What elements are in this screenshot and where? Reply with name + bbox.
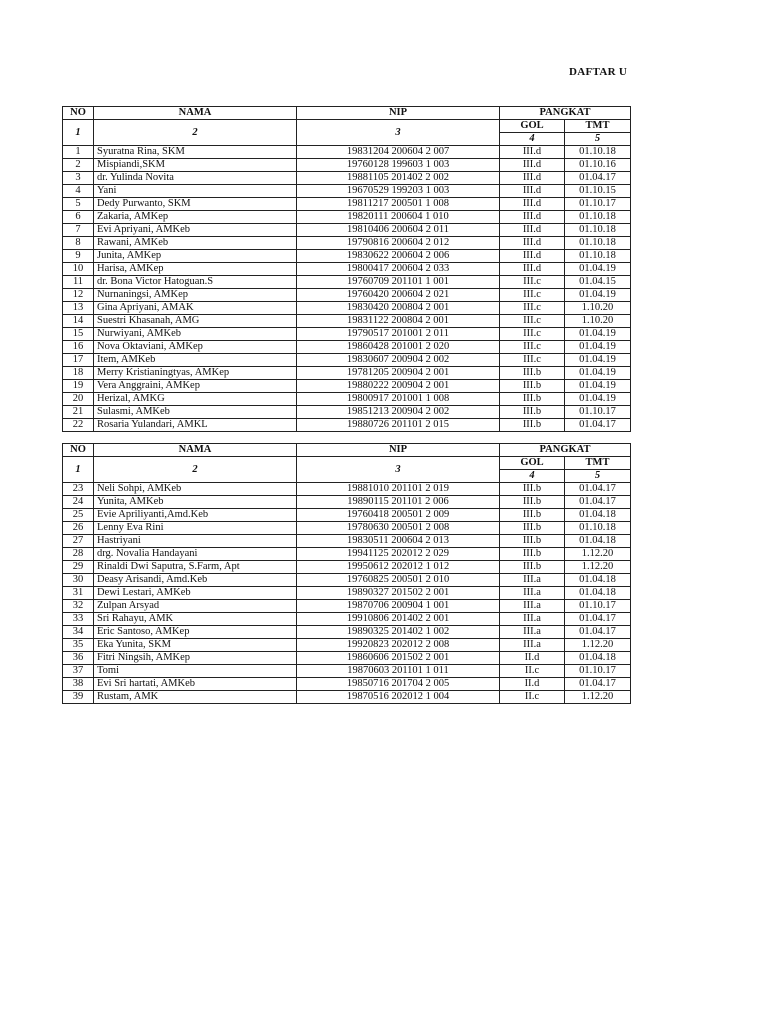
- cell-nama: Neli Sohpi, AMKeb: [94, 483, 297, 496]
- cell-nip: 19830622 200604 2 006: [297, 250, 500, 263]
- cell-nip: 19760709 201101 1 001: [297, 276, 500, 289]
- table-row: [63, 419, 631, 432]
- cell-nama: Suestri Khasanah, AMG: [94, 315, 297, 328]
- table-row: [63, 315, 631, 328]
- cell-tmt: 01.10.17: [565, 406, 631, 419]
- cell-gol: III.c: [500, 289, 565, 302]
- cell-no: 34: [63, 626, 94, 639]
- cell-tmt: 01.04.17: [565, 419, 631, 432]
- cell-no: 28: [63, 548, 94, 561]
- cell-tmt: 01.04.15: [565, 276, 631, 289]
- cell-nip: 19830420 200804 2 001: [297, 302, 500, 315]
- cell-no: 23: [63, 483, 94, 496]
- cell-gol: III.b: [500, 406, 565, 419]
- cell-nip: 19890327 201502 2 001: [297, 587, 500, 600]
- cell-nama: Rawani, AMKeb: [94, 237, 297, 250]
- cell-no: 37: [63, 665, 94, 678]
- cell-gol: III.b: [500, 509, 565, 522]
- cell-gol: III.b: [500, 496, 565, 509]
- cell-nip: 19880222 200904 2 001: [297, 380, 500, 393]
- cell-nip: 19830607 200904 2 002: [297, 354, 500, 367]
- table-row: [63, 574, 631, 587]
- cell-nama: Sulasmi, AMKeb: [94, 406, 297, 419]
- table-row: [63, 691, 631, 704]
- cell-gol: II.d: [500, 678, 565, 691]
- cell-nama: Evi Sri hartati, AMKeb: [94, 678, 297, 691]
- table-row: [63, 587, 631, 600]
- table-row: [63, 237, 631, 250]
- cell-nama: Herizal, AMKG: [94, 393, 297, 406]
- table-row: [63, 198, 631, 211]
- cell-nip: 19910806 201402 2 001: [297, 613, 500, 626]
- cell-nama: Rustam, AMK: [94, 691, 297, 704]
- cell-nip: 19890325 201402 1 002: [297, 626, 500, 639]
- table-row: [63, 483, 631, 496]
- cell-nama: Yani: [94, 185, 297, 198]
- cell-no: 38: [63, 678, 94, 691]
- document-title: DAFTAR U: [569, 66, 628, 78]
- cell-nip: 19870603 201101 1 011: [297, 665, 500, 678]
- cell-no: 17: [63, 354, 94, 367]
- table-row: [63, 613, 631, 626]
- cell-no: 14: [63, 315, 94, 328]
- header-gol: GOL: [500, 457, 565, 470]
- cell-tmt: 01.10.18: [565, 211, 631, 224]
- cell-no: 26: [63, 522, 94, 535]
- cell-gol: III.c: [500, 302, 565, 315]
- table-row: [63, 341, 631, 354]
- table-row: [63, 172, 631, 185]
- cell-nip: 19800417 200604 2 033: [297, 263, 500, 276]
- cell-nip: 19800917 201001 1 008: [297, 393, 500, 406]
- cell-gol: III.d: [500, 185, 565, 198]
- cell-nama: Fitri Ningsih, AMKep: [94, 652, 297, 665]
- cell-nama: Eric Santoso, AMKep: [94, 626, 297, 639]
- table-row: [63, 652, 631, 665]
- header-nip: NIP: [297, 444, 500, 457]
- cell-gol: III.d: [500, 224, 565, 237]
- cell-nama: Nurnaningsi, AMKep: [94, 289, 297, 302]
- header-tmt: TMT: [565, 457, 631, 470]
- cell-no: 39: [63, 691, 94, 704]
- cell-no: 32: [63, 600, 94, 613]
- cell-gol: III.a: [500, 587, 565, 600]
- header-pangkat: PANGKAT: [500, 444, 631, 457]
- cell-gol: III.c: [500, 276, 565, 289]
- cell-nip: 19811217 200501 1 008: [297, 198, 500, 211]
- cell-tmt: 01.10.15: [565, 185, 631, 198]
- cell-nama: Merry Kristianingtyas, AMKep: [94, 367, 297, 380]
- cell-no: 15: [63, 328, 94, 341]
- header-col-number-3: 3: [297, 120, 500, 146]
- header-col-number-1: 1: [63, 120, 94, 146]
- header-pangkat: PANGKAT: [500, 107, 631, 120]
- cell-nip: 19760825 200501 2 010: [297, 574, 500, 587]
- table-row: [63, 328, 631, 341]
- cell-gol: III.a: [500, 626, 565, 639]
- cell-gol: III.d: [500, 146, 565, 159]
- cell-no: 8: [63, 237, 94, 250]
- cell-tmt: 01.04.17: [565, 613, 631, 626]
- cell-nip: 19830511 200604 2 013: [297, 535, 500, 548]
- cell-tmt: 01.04.17: [565, 172, 631, 185]
- cell-gol: III.a: [500, 613, 565, 626]
- cell-tmt: 01.04.19: [565, 367, 631, 380]
- table-row: [63, 159, 631, 172]
- cell-nama: Rosaria Yulandari, AMKL: [94, 419, 297, 432]
- cell-nip: 19860606 201502 2 001: [297, 652, 500, 665]
- cell-no: 2: [63, 159, 94, 172]
- cell-nip: 19790816 200604 2 012: [297, 237, 500, 250]
- cell-gol: III.b: [500, 419, 565, 432]
- cell-gol: III.d: [500, 263, 565, 276]
- table-row: [63, 289, 631, 302]
- cell-no: 25: [63, 509, 94, 522]
- cell-gol: III.b: [500, 367, 565, 380]
- cell-tmt: 1.10.20: [565, 302, 631, 315]
- cell-nama: Dewi Lestari, AMKeb: [94, 587, 297, 600]
- cell-nip: 19950612 202012 1 012: [297, 561, 500, 574]
- cell-no: 19: [63, 380, 94, 393]
- cell-tmt: 01.04.19: [565, 341, 631, 354]
- cell-gol: III.c: [500, 341, 565, 354]
- cell-tmt: 01.10.18: [565, 237, 631, 250]
- cell-no: 12: [63, 289, 94, 302]
- cell-tmt: 01.04.19: [565, 380, 631, 393]
- cell-tmt: 01.10.17: [565, 198, 631, 211]
- header-no: NO: [63, 107, 94, 120]
- cell-nama: Sri Rahayu, AMK: [94, 613, 297, 626]
- cell-gol: III.b: [500, 393, 565, 406]
- cell-gol: II.d: [500, 652, 565, 665]
- cell-nama: Nurwiyani, AMKeb: [94, 328, 297, 341]
- cell-gol: III.d: [500, 237, 565, 250]
- table-row: [63, 496, 631, 509]
- header-col-number-1: 1: [63, 457, 94, 483]
- cell-gol: III.b: [500, 535, 565, 548]
- cell-nama: Rinaldi Dwi Saputra, S.Farm, Apt: [94, 561, 297, 574]
- cell-tmt: 01.04.17: [565, 496, 631, 509]
- table-row: [63, 276, 631, 289]
- cell-nama: Eka Yunita, SKM: [94, 639, 297, 652]
- cell-nip: 19781205 200904 2 001: [297, 367, 500, 380]
- cell-no: 10: [63, 263, 94, 276]
- table-row: [63, 626, 631, 639]
- cell-tmt: 01.04.18: [565, 535, 631, 548]
- cell-tmt: 01.04.17: [565, 626, 631, 639]
- cell-no: 24: [63, 496, 94, 509]
- table-row: [63, 406, 631, 419]
- cell-gol: III.c: [500, 328, 565, 341]
- cell-nip: 19870706 200904 1 001: [297, 600, 500, 613]
- cell-nama: dr. Yulinda Novita: [94, 172, 297, 185]
- cell-nip: 19831204 200604 2 007: [297, 146, 500, 159]
- cell-gol: III.d: [500, 159, 565, 172]
- table-row: [63, 354, 631, 367]
- cell-no: 3: [63, 172, 94, 185]
- cell-tmt: 01.04.19: [565, 289, 631, 302]
- cell-nama: Deasy Arisandi, Amd.Keb: [94, 574, 297, 587]
- cell-nip: 19870516 202012 1 004: [297, 691, 500, 704]
- cell-tmt: 1.10.20: [565, 315, 631, 328]
- employee-table-1: [62, 106, 631, 432]
- cell-tmt: 01.04.18: [565, 509, 631, 522]
- cell-tmt: 01.04.17: [565, 483, 631, 496]
- cell-nip: 19760420 200604 2 021: [297, 289, 500, 302]
- cell-nip: 19780630 200501 2 008: [297, 522, 500, 535]
- table-row: [63, 600, 631, 613]
- cell-no: 33: [63, 613, 94, 626]
- cell-no: 9: [63, 250, 94, 263]
- table-row: [63, 639, 631, 652]
- cell-nama: Syuratna Rina, SKM: [94, 146, 297, 159]
- cell-tmt: 1.12.20: [565, 561, 631, 574]
- cell-tmt: 1.12.20: [565, 548, 631, 561]
- table-row: [63, 665, 631, 678]
- cell-no: 6: [63, 211, 94, 224]
- cell-tmt: 01.10.18: [565, 224, 631, 237]
- cell-gol: III.c: [500, 315, 565, 328]
- cell-nama: Zakaria, AMKep: [94, 211, 297, 224]
- cell-no: 35: [63, 639, 94, 652]
- cell-gol: III.c: [500, 354, 565, 367]
- table-row: [63, 211, 631, 224]
- table-row: [63, 522, 631, 535]
- cell-tmt: 01.04.18: [565, 587, 631, 600]
- cell-no: 21: [63, 406, 94, 419]
- table-row: [63, 393, 631, 406]
- header-col-number-2: 2: [94, 120, 297, 146]
- cell-nip: 19920823 202012 2 008: [297, 639, 500, 652]
- cell-tmt: 01.04.19: [565, 328, 631, 341]
- header-col-number-5: 5: [565, 133, 631, 146]
- cell-no: 1: [63, 146, 94, 159]
- cell-nama: Evi Apriyani, AMKeb: [94, 224, 297, 237]
- cell-nama: Mispiandi,SKM: [94, 159, 297, 172]
- table-row: [63, 678, 631, 691]
- cell-no: 20: [63, 393, 94, 406]
- cell-gol: III.b: [500, 483, 565, 496]
- cell-nama: Gina Apriyani, AMAK: [94, 302, 297, 315]
- cell-nip: 19850716 201704 2 005: [297, 678, 500, 691]
- header-nip: NIP: [297, 107, 500, 120]
- cell-nip: 19760418 200501 2 009: [297, 509, 500, 522]
- cell-no: 31: [63, 587, 94, 600]
- cell-gol: III.a: [500, 600, 565, 613]
- cell-nip: 19810406 200604 2 011: [297, 224, 500, 237]
- cell-no: 22: [63, 419, 94, 432]
- cell-nama: Harisa, AMKep: [94, 263, 297, 276]
- cell-nip: 19820111 200604 1 010: [297, 211, 500, 224]
- cell-tmt: 01.10.17: [565, 600, 631, 613]
- header-col-number-4: 4: [500, 133, 565, 146]
- cell-gol: III.d: [500, 172, 565, 185]
- cell-nip: 19831122 200804 2 001: [297, 315, 500, 328]
- cell-nama: Yunita, AMKeb: [94, 496, 297, 509]
- cell-nama: dr. Bona Victor Hatoguan.S: [94, 276, 297, 289]
- cell-nama: Evie Apriliyanti,Amd.Keb: [94, 509, 297, 522]
- cell-no: 29: [63, 561, 94, 574]
- cell-nama: drg. Novalia Handayani: [94, 548, 297, 561]
- cell-gol: III.b: [500, 548, 565, 561]
- cell-gol: III.d: [500, 211, 565, 224]
- cell-gol: III.a: [500, 639, 565, 652]
- cell-gol: III.d: [500, 198, 565, 211]
- cell-nama: Vera Anggraini, AMKep: [94, 380, 297, 393]
- cell-nama: Zulpan Arsyad: [94, 600, 297, 613]
- header-nama: NAMA: [94, 107, 297, 120]
- cell-nama: Nova Oktaviani, AMKep: [94, 341, 297, 354]
- table-row: [63, 224, 631, 237]
- cell-tmt: 01.10.18: [565, 146, 631, 159]
- cell-gol: III.b: [500, 522, 565, 535]
- cell-gol: III.b: [500, 380, 565, 393]
- cell-no: 16: [63, 341, 94, 354]
- table-row: [63, 146, 631, 159]
- table-row: [63, 509, 631, 522]
- cell-no: 5: [63, 198, 94, 211]
- cell-nip: 19880726 201101 2 015: [297, 419, 500, 432]
- header-nama: NAMA: [94, 444, 297, 457]
- cell-tmt: 1.12.20: [565, 691, 631, 704]
- cell-tmt: 1.12.20: [565, 639, 631, 652]
- cell-no: 4: [63, 185, 94, 198]
- cell-nip: 19670529 199203 1 003: [297, 185, 500, 198]
- cell-nama: Hastriyani: [94, 535, 297, 548]
- table-row: [63, 302, 631, 315]
- cell-nama: Dedy Purwanto, SKM: [94, 198, 297, 211]
- cell-no: 18: [63, 367, 94, 380]
- header-col-number-3: 3: [297, 457, 500, 483]
- cell-gol: III.d: [500, 250, 565, 263]
- cell-nip: 19860428 201001 2 020: [297, 341, 500, 354]
- cell-gol: III.b: [500, 561, 565, 574]
- cell-gol: III.a: [500, 574, 565, 587]
- cell-nip: 19851213 200904 2 002: [297, 406, 500, 419]
- table-row: [63, 250, 631, 263]
- cell-tmt: 01.04.18: [565, 574, 631, 587]
- cell-tmt: 01.04.19: [565, 263, 631, 276]
- header-no: NO: [63, 444, 94, 457]
- cell-tmt: 01.10.18: [565, 522, 631, 535]
- cell-nip: 19790517 201001 2 011: [297, 328, 500, 341]
- cell-no: 27: [63, 535, 94, 548]
- cell-nip: 19941125 202012 2 029: [297, 548, 500, 561]
- header-gol: GOL: [500, 120, 565, 133]
- cell-tmt: 01.04.18: [565, 652, 631, 665]
- table-row: [63, 535, 631, 548]
- cell-nama: Item, AMKeb: [94, 354, 297, 367]
- cell-nip: 19760128 199603 1 003: [297, 159, 500, 172]
- table-row: [63, 380, 631, 393]
- cell-tmt: 01.10.18: [565, 250, 631, 263]
- cell-nama: Tomi: [94, 665, 297, 678]
- cell-nip: 19881010 201101 2 019: [297, 483, 500, 496]
- header-col-number-2: 2: [94, 457, 297, 483]
- cell-no: 36: [63, 652, 94, 665]
- table-row: [63, 185, 631, 198]
- cell-no: 7: [63, 224, 94, 237]
- table-row: [63, 561, 631, 574]
- cell-gol: II.c: [500, 691, 565, 704]
- cell-tmt: 01.04.17: [565, 678, 631, 691]
- header-col-number-4: 4: [500, 470, 565, 483]
- table-row: [63, 548, 631, 561]
- cell-tmt: 01.04.19: [565, 393, 631, 406]
- cell-no: 13: [63, 302, 94, 315]
- cell-tmt: 01.10.16: [565, 159, 631, 172]
- cell-gol: II.c: [500, 665, 565, 678]
- cell-nip: 19890115 201101 2 006: [297, 496, 500, 509]
- table-row: [63, 263, 631, 276]
- table-row: [63, 367, 631, 380]
- cell-no: 11: [63, 276, 94, 289]
- cell-tmt: 01.04.19: [565, 354, 631, 367]
- header-tmt: TMT: [565, 120, 631, 133]
- cell-nama: Lenny Eva Rini: [94, 522, 297, 535]
- cell-no: 30: [63, 574, 94, 587]
- cell-nip: 19881105 201402 2 002: [297, 172, 500, 185]
- cell-tmt: 01.10.17: [565, 665, 631, 678]
- employee-table-2: [62, 443, 631, 704]
- cell-nama: Junita, AMKep: [94, 250, 297, 263]
- header-col-number-5: 5: [565, 470, 631, 483]
